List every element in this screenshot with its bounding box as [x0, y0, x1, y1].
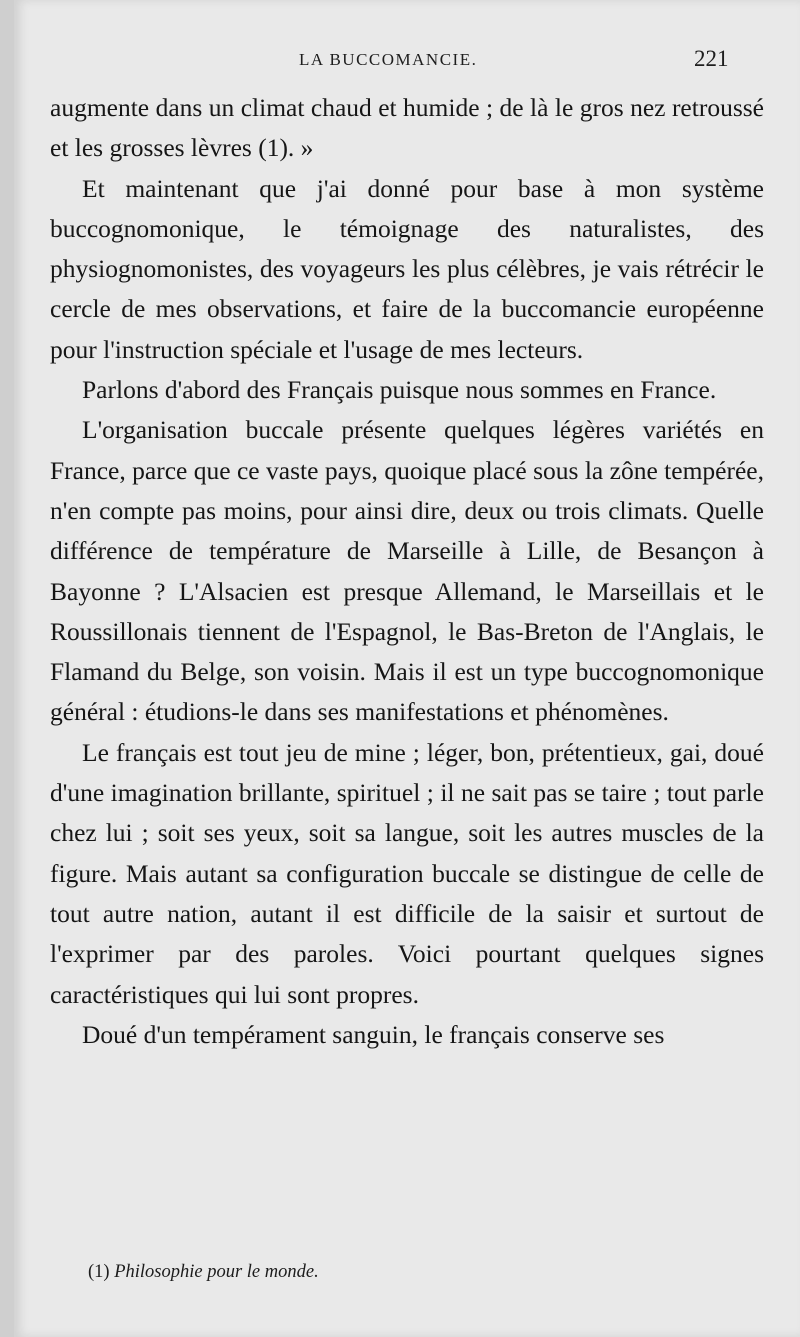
paragraph-continuation: augmente dans un climat chaud et humide ; de là le gros nez retroussé et les grosses lèvres (1). »	[50, 93, 764, 163]
text-body	[50, 88, 764, 1055]
paragraph: Le français est tout jeu de mine ; léger, bon, prétentieux, gai, doué d'une imagination brillante, spirituel ; il ne sait pas se taire ; tout parle chez lui ; soit ses yeux, soit sa langue, soit les autres muscles de la figure. Mais autant sa configuration buccale se distingue de celle de tout autre nation, autant il est difficile de la saisir et surtout de l'exprimer par des paroles. Voici pourtant quelques signes caractéristiques qui lui sont propres.	[50, 737, 764, 1009]
page-number: 221	[694, 46, 729, 71]
paragraph: Doué d'un tempérament sanguin, le français conserve ses	[82, 1019, 665, 1049]
running-head	[14, 46, 800, 74]
paragraph: L'organisation buccale présente quelques légères variétés en France, parce que ce vaste pays, quoique placé sous la zône tempérée, n'en compte pas moins, pour ainsi dire, deux ou trois climats. Quelle différence de température de Marseille à Lille, de Besançon à Bayonne ? L'Alsacien est presque Allemand, le Marseillais et le Roussillonais tiennent de l'Espagnol, le Bas-Breton de l'Anglais, le Flamand du Belge, son voisin. Mais il est un type buccognomonique général : étudions-le dans ses manifestations et phénomènes.	[50, 415, 764, 727]
paragraph: Et maintenant que j'ai donné pour base à mon système buccognomonique, le témoignage des naturalistes, des physiognomonistes, des voyageurs les plus célèbres, je vais rétrécir le cercle de mes observations, et faire de la buccomancie européenne pour l'instruction spéciale et l'usage de mes lecteurs.	[50, 173, 764, 364]
book-page	[14, 0, 800, 1337]
running-title: LA BUCCOMANCIE.	[299, 50, 478, 69]
footnote-text: Philosophie pour le monde.	[114, 1262, 319, 1282]
footnote	[88, 1262, 319, 1283]
paragraph: Parlons d'abord des Français puisque nous sommes en France.	[82, 375, 717, 405]
footnote-marker: (1)	[88, 1262, 110, 1282]
